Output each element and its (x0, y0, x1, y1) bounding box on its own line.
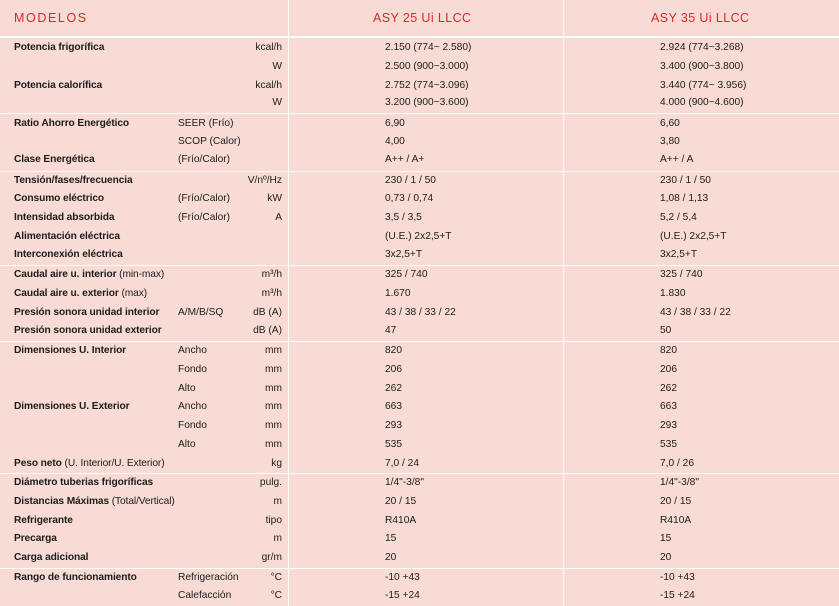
row-label-text: Potencia frigorífica (14, 42, 105, 53)
row-label (14, 496, 175, 507)
row-label-text: Interconexión eléctrica (14, 249, 123, 260)
model-2-value: 262 (660, 383, 677, 394)
row-label-text: Consumo eléctrico (14, 193, 105, 204)
table-row (0, 134, 839, 152)
row-label-text: Ratio Ahorro Energético (14, 118, 130, 129)
table-header (0, 0, 839, 37)
row-label (14, 458, 165, 469)
table-row (0, 531, 839, 549)
row-unit: mm (265, 383, 282, 394)
model-1-value: 535 (385, 439, 402, 450)
row-sublabel: Fondo (178, 420, 207, 431)
row-unit: °C (270, 572, 282, 583)
table-row (0, 588, 839, 606)
table-row (0, 494, 839, 512)
model-2-value: 663 (660, 401, 677, 412)
model-2-value: -15 +24 (660, 590, 695, 601)
row-unit: gr/m (261, 552, 282, 563)
row-unit: kcal/h (255, 80, 282, 91)
table-row (0, 305, 839, 323)
table-row (0, 399, 839, 417)
model-2-value: 1/4"-3/8" (660, 477, 699, 488)
model-2-value: 20 (660, 552, 672, 563)
model-2-value: 206 (660, 364, 677, 375)
table-row (0, 456, 839, 474)
model-2-value: R410A (660, 515, 692, 526)
table-row (0, 229, 839, 247)
row-label (14, 118, 129, 129)
row-unit: mm (265, 345, 282, 356)
table-row (0, 418, 839, 436)
table-row (0, 475, 839, 493)
row-unit: °C (270, 590, 282, 601)
row-unit: pulg. (259, 477, 282, 488)
model-1-value: R410A (385, 515, 417, 526)
row-sublabel: SCOP (Calor) (178, 136, 241, 147)
row-label-note: (U. Interior/U. Exterior) (61, 458, 165, 469)
row-label (14, 154, 95, 165)
model-2-value: 3.440 (774~ 3.956) (660, 80, 747, 91)
model-2-value: 15 (660, 533, 672, 544)
table-row (0, 95, 839, 113)
model-2-header: ASY 35 Ui LLCC (651, 11, 750, 25)
model-1-value: 1.670 (385, 288, 411, 299)
row-unit: kcal/h (255, 42, 282, 53)
row-sublabel: Calefacción (178, 590, 232, 601)
model-2-value: 3,80 (660, 136, 680, 147)
model-1-value: 7,0 / 24 (385, 458, 419, 469)
model-2-value: 20 / 15 (660, 496, 692, 507)
row-unit: kW (267, 193, 282, 204)
model-2-value: 293 (660, 420, 677, 431)
table-row (0, 191, 839, 209)
row-unit: mm (265, 420, 282, 431)
row-label-text: Distancias Máximas (14, 496, 110, 507)
row-group-divider (0, 568, 839, 569)
row-label (14, 477, 153, 488)
row-label (14, 80, 102, 91)
model-1-value: 3,5 / 3,5 (385, 212, 422, 223)
model-1-value: 663 (385, 401, 402, 412)
row-label (14, 552, 88, 563)
table-row (0, 323, 839, 341)
model-1-value: 262 (385, 383, 402, 394)
row-unit: dB (A) (253, 325, 282, 336)
model-1-value: 230 / 1 / 50 (385, 175, 436, 186)
model-2-value: 1.830 (660, 288, 686, 299)
row-label (14, 212, 114, 223)
model-1-value: 2.752 (774~3.096) (385, 80, 469, 91)
model-1-value: A++ / A+ (385, 154, 425, 165)
table-row (0, 152, 839, 170)
model-2-value: 535 (660, 439, 677, 450)
model-1-value: 3x2,5+T (385, 249, 423, 260)
row-group-divider (0, 341, 839, 342)
model-1-header: ASY 25 Ui LLCC (373, 11, 472, 25)
row-label-text: Peso neto (14, 458, 62, 469)
row-label-text: Diámetro tuberias frigoríficas (14, 477, 154, 488)
row-label (14, 269, 164, 280)
model-2-value: 325 / 740 (660, 269, 703, 280)
table-row (0, 513, 839, 531)
model-1-value: 0,73 / 0,74 (385, 193, 434, 204)
row-sublabel: Alto (178, 439, 196, 450)
row-label (14, 345, 126, 356)
row-label (14, 231, 120, 242)
row-label (14, 533, 57, 544)
row-unit: A (275, 212, 282, 223)
model-2-value: 4.000 (900~4.600) (660, 97, 744, 108)
table-row (0, 173, 839, 191)
row-label-text: Dimensiones U. Interior (14, 345, 127, 356)
table-row (0, 550, 839, 568)
row-label (14, 515, 73, 526)
model-1-value: 3.200 (900~3.600) (385, 97, 469, 108)
row-label-text: Precarga (14, 533, 57, 544)
row-label-text: Caudal aire u. exterior (14, 288, 119, 299)
model-2-value: (U.E.) 2x2,5+T (660, 231, 727, 242)
model-2-value: 43 / 38 / 33 / 22 (660, 307, 731, 318)
table-row (0, 570, 839, 588)
row-unit: tipo (265, 515, 282, 526)
row-label (14, 572, 137, 583)
table-row (0, 40, 839, 58)
row-unit: mm (265, 439, 282, 450)
model-2-value: 2.924 (774~3.268) (660, 42, 744, 53)
table-row (0, 343, 839, 361)
model-2-value: 6,60 (660, 118, 680, 129)
row-unit: m³/h (261, 288, 282, 299)
row-label (14, 325, 162, 336)
model-2-value: 7,0 / 26 (660, 458, 694, 469)
row-label (14, 307, 159, 318)
row-sublabel: SEER (Frío) (178, 118, 234, 129)
model-1-value: 293 (385, 420, 402, 431)
row-label (14, 193, 104, 204)
model-2-value: 820 (660, 345, 677, 356)
row-group-divider (0, 265, 839, 266)
model-1-value: 4,00 (385, 136, 405, 147)
model-2-value: 3.400 (900~3.800) (660, 61, 744, 72)
table-row (0, 267, 839, 285)
models-label: MODELOS (14, 11, 88, 25)
model-1-value: 206 (385, 364, 402, 375)
model-1-value: 15 (385, 533, 397, 544)
model-1-value: (U.E.) 2x2,5+T (385, 231, 452, 242)
row-group-divider (0, 36, 839, 38)
row-label-text: Presión sonora unidad exterior (14, 325, 162, 336)
row-label-note: (Total/Vertical) (109, 496, 175, 507)
model-1-value: 6,90 (385, 118, 405, 129)
model-2-value: 5,2 / 5,4 (660, 212, 697, 223)
row-label-text: Alimentación eléctrica (14, 231, 120, 242)
model-1-value: 1/4"-3/8" (385, 477, 424, 488)
row-label (14, 401, 129, 412)
table-row (0, 286, 839, 304)
model-2-value: 50 (660, 325, 672, 336)
model-1-value: 20 / 15 (385, 496, 417, 507)
row-sublabel: Ancho (178, 401, 207, 412)
row-label (14, 288, 147, 299)
row-unit: V/nº/Hz (247, 175, 282, 186)
row-sublabel: Ancho (178, 345, 207, 356)
table-row (0, 78, 839, 96)
row-unit: mm (265, 401, 282, 412)
row-label-text: Clase Energética (14, 154, 95, 165)
row-unit: kg (271, 458, 282, 469)
row-sublabel: (Frío/Calor) (178, 193, 231, 204)
row-label-note: (max) (118, 288, 147, 299)
row-unit: m³/h (261, 269, 282, 280)
model-1-value: 47 (385, 325, 397, 336)
row-label (14, 42, 104, 53)
table-row (0, 247, 839, 265)
model-1-value: 2.150 (774~ 2.580) (385, 42, 472, 53)
table-row (0, 381, 839, 399)
model-2-value: 3x2,5+T (660, 249, 698, 260)
row-sublabel: Fondo (178, 364, 207, 375)
row-label-text: Intensidad absorbida (14, 212, 115, 223)
row-unit: m (273, 533, 282, 544)
model-2-value: 1,08 / 1,13 (660, 193, 709, 204)
table-row (0, 210, 839, 228)
row-sublabel: A/M/B/SQ (178, 307, 224, 318)
row-label (14, 175, 133, 186)
row-unit: dB (A) (253, 307, 282, 318)
model-1-value: -15 +24 (385, 590, 420, 601)
table-row (0, 116, 839, 134)
model-2-value: -10 +43 (660, 572, 695, 583)
row-label-text: Presión sonora unidad interior (14, 307, 160, 318)
row-unit: W (272, 97, 282, 108)
row-unit: m (273, 496, 282, 507)
model-1-value: 2.500 (900~3.000) (385, 61, 469, 72)
row-label-text: Potencia calorífica (14, 80, 103, 91)
row-label-text: Carga adicional (14, 552, 89, 563)
row-unit: W (272, 61, 282, 72)
model-2-value: A++ / A (660, 154, 694, 165)
row-sublabel: Alto (178, 383, 196, 394)
row-group-divider (0, 113, 839, 114)
table-row (0, 437, 839, 455)
row-label-text: Rango de funcionamiento (14, 572, 137, 583)
row-label-text: Dimensiones U. Exterior (14, 401, 130, 412)
row-sublabel: (Frío/Calor) (178, 154, 231, 165)
row-label-text: Tensión/fases/frecuencia (14, 175, 133, 186)
table-row (0, 362, 839, 380)
model-1-value: 43 / 38 / 33 / 22 (385, 307, 456, 318)
row-label-note: (min-max) (116, 269, 165, 280)
model-1-value: 820 (385, 345, 402, 356)
row-group-divider (0, 171, 839, 172)
table-row (0, 59, 839, 77)
model-1-value: -10 +43 (385, 572, 420, 583)
model-2-value: 230 / 1 / 50 (660, 175, 711, 186)
row-unit: mm (265, 364, 282, 375)
model-1-value: 20 (385, 552, 397, 563)
model-1-value: 325 / 740 (385, 269, 428, 280)
row-sublabel: (Frío/Calor) (178, 212, 231, 223)
row-sublabel: Refrigeración (178, 572, 239, 583)
row-label-text: Caudal aire u. interior (14, 269, 117, 280)
row-label (14, 249, 123, 260)
row-label-text: Refrigerante (14, 515, 73, 526)
